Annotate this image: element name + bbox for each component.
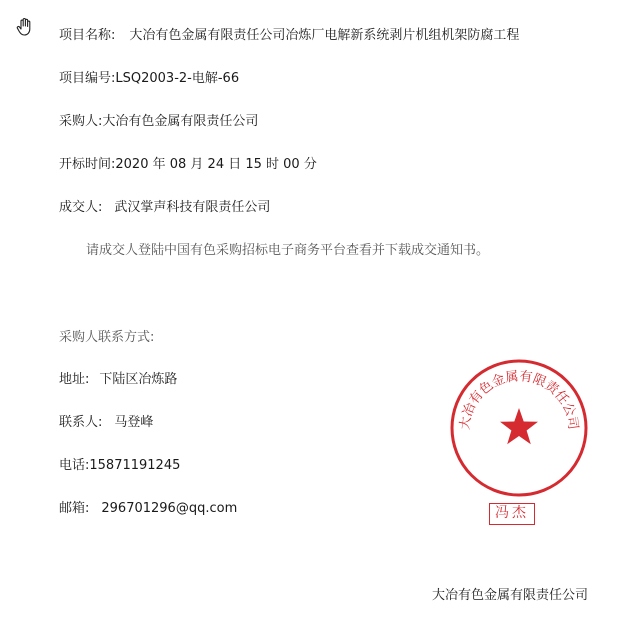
email-row: [59, 500, 237, 518]
buyer-row: [59, 113, 258, 131]
email-value: 296701296@qq.com: [101, 501, 238, 516]
open-time-row: [59, 156, 317, 174]
email-label: 邮箱:: [59, 501, 90, 516]
signature-stamp: 冯杰: [489, 503, 535, 525]
seal-text: 大冶有色金属有限责任公司: [457, 369, 581, 431]
winner-label: 成交人:: [59, 200, 103, 215]
project-code-label: 项目编号:: [59, 71, 116, 86]
project-name-value: 大冶有色金属有限责任公司冶炼厂电解新系统剥片机组机架防腐工程: [129, 28, 520, 43]
footer-company: 大冶有色金属有限责任公司: [432, 588, 589, 603]
project-code-value: LSQ2003-2-电解-66: [115, 71, 240, 86]
address-row: [59, 371, 177, 389]
winner-value: 武汉掌声科技有限责任公司: [114, 200, 271, 215]
project-name-row: [59, 27, 519, 45]
address-value: 下陆区冶炼路: [99, 372, 178, 387]
contact-heading: 采购人联系方式:: [59, 330, 155, 345]
open-time-value: 2020 年 08 月 24 日 15 时 00 分: [115, 157, 317, 172]
project-code-row: [59, 70, 239, 88]
notice-text: 请成交人登陆中国有色采购招标电子商务平台查看并下载成交通知书。: [86, 243, 490, 258]
hand-cursor-icon: [14, 16, 36, 38]
buyer-value: 大冶有色金属有限责任公司: [102, 114, 259, 129]
phone-value: 15871191245: [89, 458, 181, 473]
company-seal: [449, 358, 589, 498]
contact-person-value: 马登峰: [114, 415, 154, 430]
seal-star-icon: [500, 408, 538, 444]
contact-person-row: [59, 414, 153, 432]
project-name-label: 项目名称:: [59, 28, 116, 43]
phone-row: [59, 457, 180, 475]
winner-row: [59, 199, 270, 217]
phone-label: 电话:: [59, 458, 90, 473]
open-time-label: 开标时间:: [59, 157, 116, 172]
address-label: 地址:: [59, 372, 90, 387]
contact-person-label: 联系人:: [59, 415, 103, 430]
buyer-label: 采购人:: [59, 114, 103, 129]
